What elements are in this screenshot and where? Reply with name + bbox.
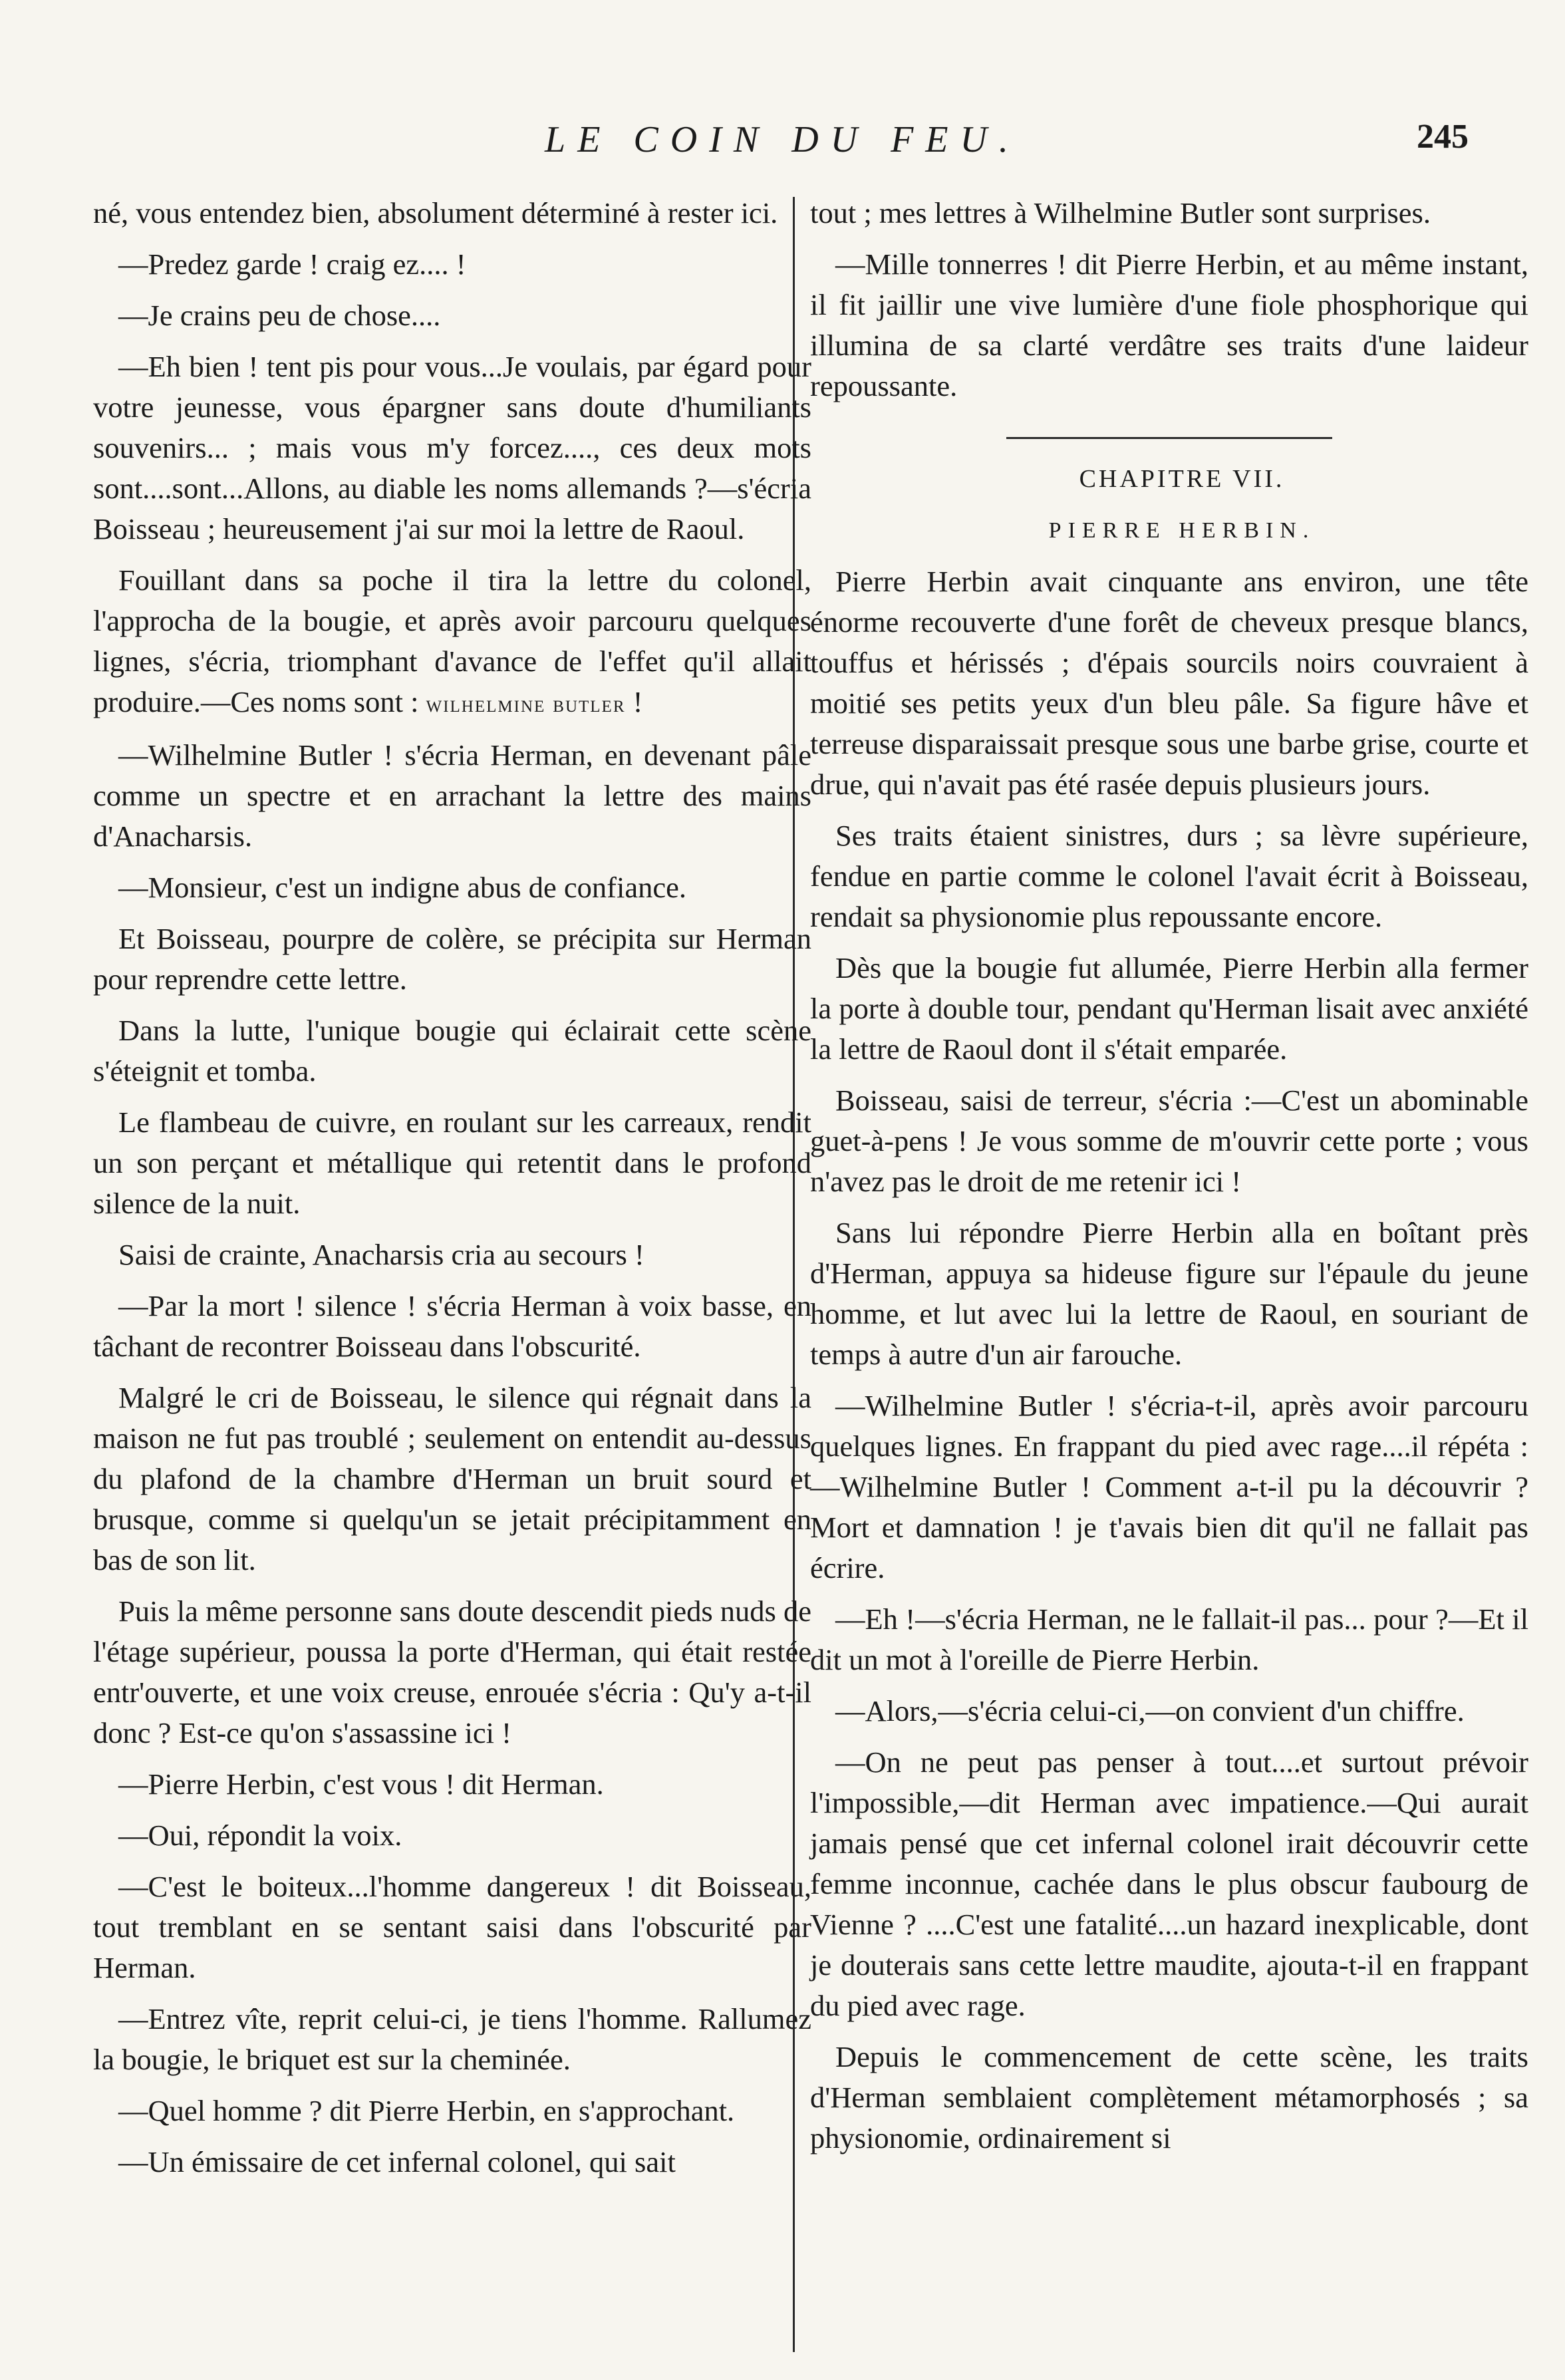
paragraph: —Eh !—s'écria Herman, ne le fallait-il pas... pour ?—Et il dit un mot à l'oreille de Pierre Herbin. bbox=[810, 1602, 1528, 1676]
page-number: 245 bbox=[1417, 118, 1469, 156]
paragraph: —Mille tonnerres ! dit Pierre Herbin, et au même instant, il fit jaillir une vive lumière d'une fiole phosphorique qui illumina de sa clarté verdâtre ses traits d'une laideur repoussante. bbox=[810, 247, 1528, 402]
left-column bbox=[93, 193, 811, 2193]
paragraph: Le flambeau de cuivre, en roulant sur les carreaux, rendit un son perçant et métallique qui retentit dans le profond silence de la nuit. bbox=[93, 1106, 811, 1220]
paragraph: —Par la mort ! silence ! s'écria Herman à voix basse, en tâchant de recontrer Boisseau dans l'obscurité. bbox=[93, 1289, 811, 1363]
paragraph: Sans lui répondre Pierre Herbin alla en boîtant près d'Herman, appuya sa hideuse figure sur l'épaule du jeune homme, et lut avec lui la lettre de Raoul, en souriant de temps à autre d'un air farouche. bbox=[810, 1216, 1528, 1371]
paragraph: —Wilhelmine Butler ! s'écria Herman, en devenant pâle comme un spectre et en arrachant la lettre des mains d'Anacharsis. bbox=[93, 738, 811, 853]
paragraph: Boisseau, saisi de terreur, s'écria :—C'est un abominable guet-à-pens ! Je vous somme de m'ouvrir cette porte ; vous n'avez pas le droit de me retenir ici ! bbox=[810, 1084, 1528, 1198]
chapter-separator-rule bbox=[1006, 437, 1332, 439]
paragraph: Dans la lutte, l'unique bougie qui éclairait cette scène s'éteignit et tomba. bbox=[93, 1014, 811, 1088]
paragraph: Saisi de crainte, Anacharsis cria au secours ! bbox=[118, 1238, 644, 1271]
chapter-subtitle: PIERRE HERBIN. bbox=[1048, 518, 1316, 543]
paragraph: —C'est le boiteux...l'homme dangereux ! dit Boisseau, tout tremblant en se sentant saisi dans l'obscurité par Herman. bbox=[93, 1870, 811, 1984]
running-title: LE COIN DU FEU. bbox=[545, 119, 1020, 160]
paragraph bbox=[93, 560, 811, 724]
paragraph: tout ; mes lettres à Wilhelmine Butler sont surprises. bbox=[810, 196, 1431, 229]
right-column bbox=[810, 193, 1528, 2169]
paragraph: Pierre Herbin avait cinquante ans environ, une tête énorme recouverte d'une forêt de cheveux presque blancs, touffus et hérissés ; d'épais sourcils noirs couvraient à moitié ses petits yeux d'un bleu pâle. Sa figure hâve et terreuse disparaissait presque sous une barbe grise, courte et drue, qui n'avait pas été rasée depuis plusieurs jours. bbox=[810, 565, 1528, 801]
paragraph: Puis la même personne sans doute descendit pieds nuds de l'étage supérieur, poussa la porte d'Herman, qui était restée entr'ouverte, et une voix creuse, enrouée s'écria : Qu'y a-t-il donc ? Est-ce qu'on s'assassine ici ! bbox=[93, 1594, 811, 1749]
paragraph: —Wilhelmine Butler ! s'écria-t-il, après avoir parcouru quelques lignes. En frappant du pied avec rage....il répéta :—Wilhelmine Butler ! Comment a-t-il pu la découvrir ? Mort et damnation ! je t'avais bien dit qu'il ne fallait pas écrire. bbox=[810, 1389, 1528, 1584]
paragraph: Depuis le commencement de cette scène, les traits d'Herman semblaient complètement métamorphosés ; sa physionomie, ordinairement si bbox=[810, 2040, 1528, 2155]
paragraph: Malgré le cri de Boisseau, le silence qui régnait dans la maison ne fut pas troublé ; seulement on entendit au-dessus du plafond de la chambre d'Herman un bruit sourd et brusque, comme si quelqu'un se jetait précipitamment en bas de son lit. bbox=[93, 1381, 811, 1576]
paragraph-text: ! bbox=[625, 685, 643, 718]
paragraph: —Alors,—s'écria celui-ci,—on convient d'un chiffre. bbox=[835, 1694, 1465, 1727]
paragraph: —Monsieur, c'est un indigne abus de confiance. bbox=[118, 871, 686, 904]
paragraph: —Je crains peu de chose.... bbox=[118, 299, 441, 332]
paragraph: —Quel homme ? dit Pierre Herbin, en s'approchant. bbox=[118, 2094, 735, 2127]
paragraph: Dès que la bougie fut allumée, Pierre Herbin alla fermer la porte à double tour, pendant qu'Herman lisait avec anxiété la lettre de Raoul dont il s'était emparée. bbox=[810, 951, 1528, 1066]
names-small-caps: wilhelmine butler bbox=[426, 690, 626, 717]
paragraph: —Eh bien ! tent pis pour vous...Je voulais, par égard pour votre jeunesse, vous épargner sans doute d'humiliants souvenirs... ; mais vous m'y forcez...., ces deux mots sont....sont...Allons, au diable les noms allemands ?—s'écria Boisseau ; heureusement j'ai sur moi la lettre de Raoul. bbox=[93, 350, 811, 545]
paragraph: —Entrez vîte, reprit celui-ci, je tiens l'homme. Rallumez la bougie, le briquet est sur la cheminée. bbox=[93, 2002, 811, 2076]
chapter-title: CHAPITRE VII. bbox=[1079, 465, 1285, 493]
paragraph: —Pierre Herbin, c'est vous ! dit Herman. bbox=[118, 1767, 604, 1801]
paragraph: Et Boisseau, pourpre de colère, se précipita sur Herman pour reprendre cette lettre. bbox=[93, 922, 811, 996]
paragraph: —Predez garde ! craig ez.... ! bbox=[118, 247, 466, 281]
paragraph: —Un émissaire de cet infernal colonel, qui sait bbox=[118, 2145, 676, 2178]
paragraph-text: Fouillant dans sa poche il tira la lettre du colonel, l'approcha de la bougie, et après avoir parcouru quelques lignes, s'écria, triomphant d'avance de l'effet qu'il allait produire.—Ces noms sont : bbox=[93, 563, 811, 718]
paragraph: —Oui, répondit la voix. bbox=[118, 1819, 402, 1852]
paragraph: —On ne peut pas penser à tout....et surtout prévoir l'impossible,—dit Herman avec impatience.—Qui aurait jamais pensé que cet infernal colonel irait découvrir cette femme inconnue, cachée dans le plus obscur faubourg de Vienne ? ....C'est une fatalité....un hazard inexplicable, dont je douterais sans cette lettre maudite, ajouta-t-il en frappant du pied avec rage. bbox=[810, 1745, 1528, 2022]
paragraph: né, vous entendez bien, absolument déterminé à rester ici. bbox=[93, 196, 778, 229]
paragraph: Ses traits étaient sinistres, durs ; sa lèvre supérieure, fendue en partie comme le colonel l'avait écrit à Boisseau, rendait sa physionomie plus repoussante encore. bbox=[810, 819, 1528, 933]
